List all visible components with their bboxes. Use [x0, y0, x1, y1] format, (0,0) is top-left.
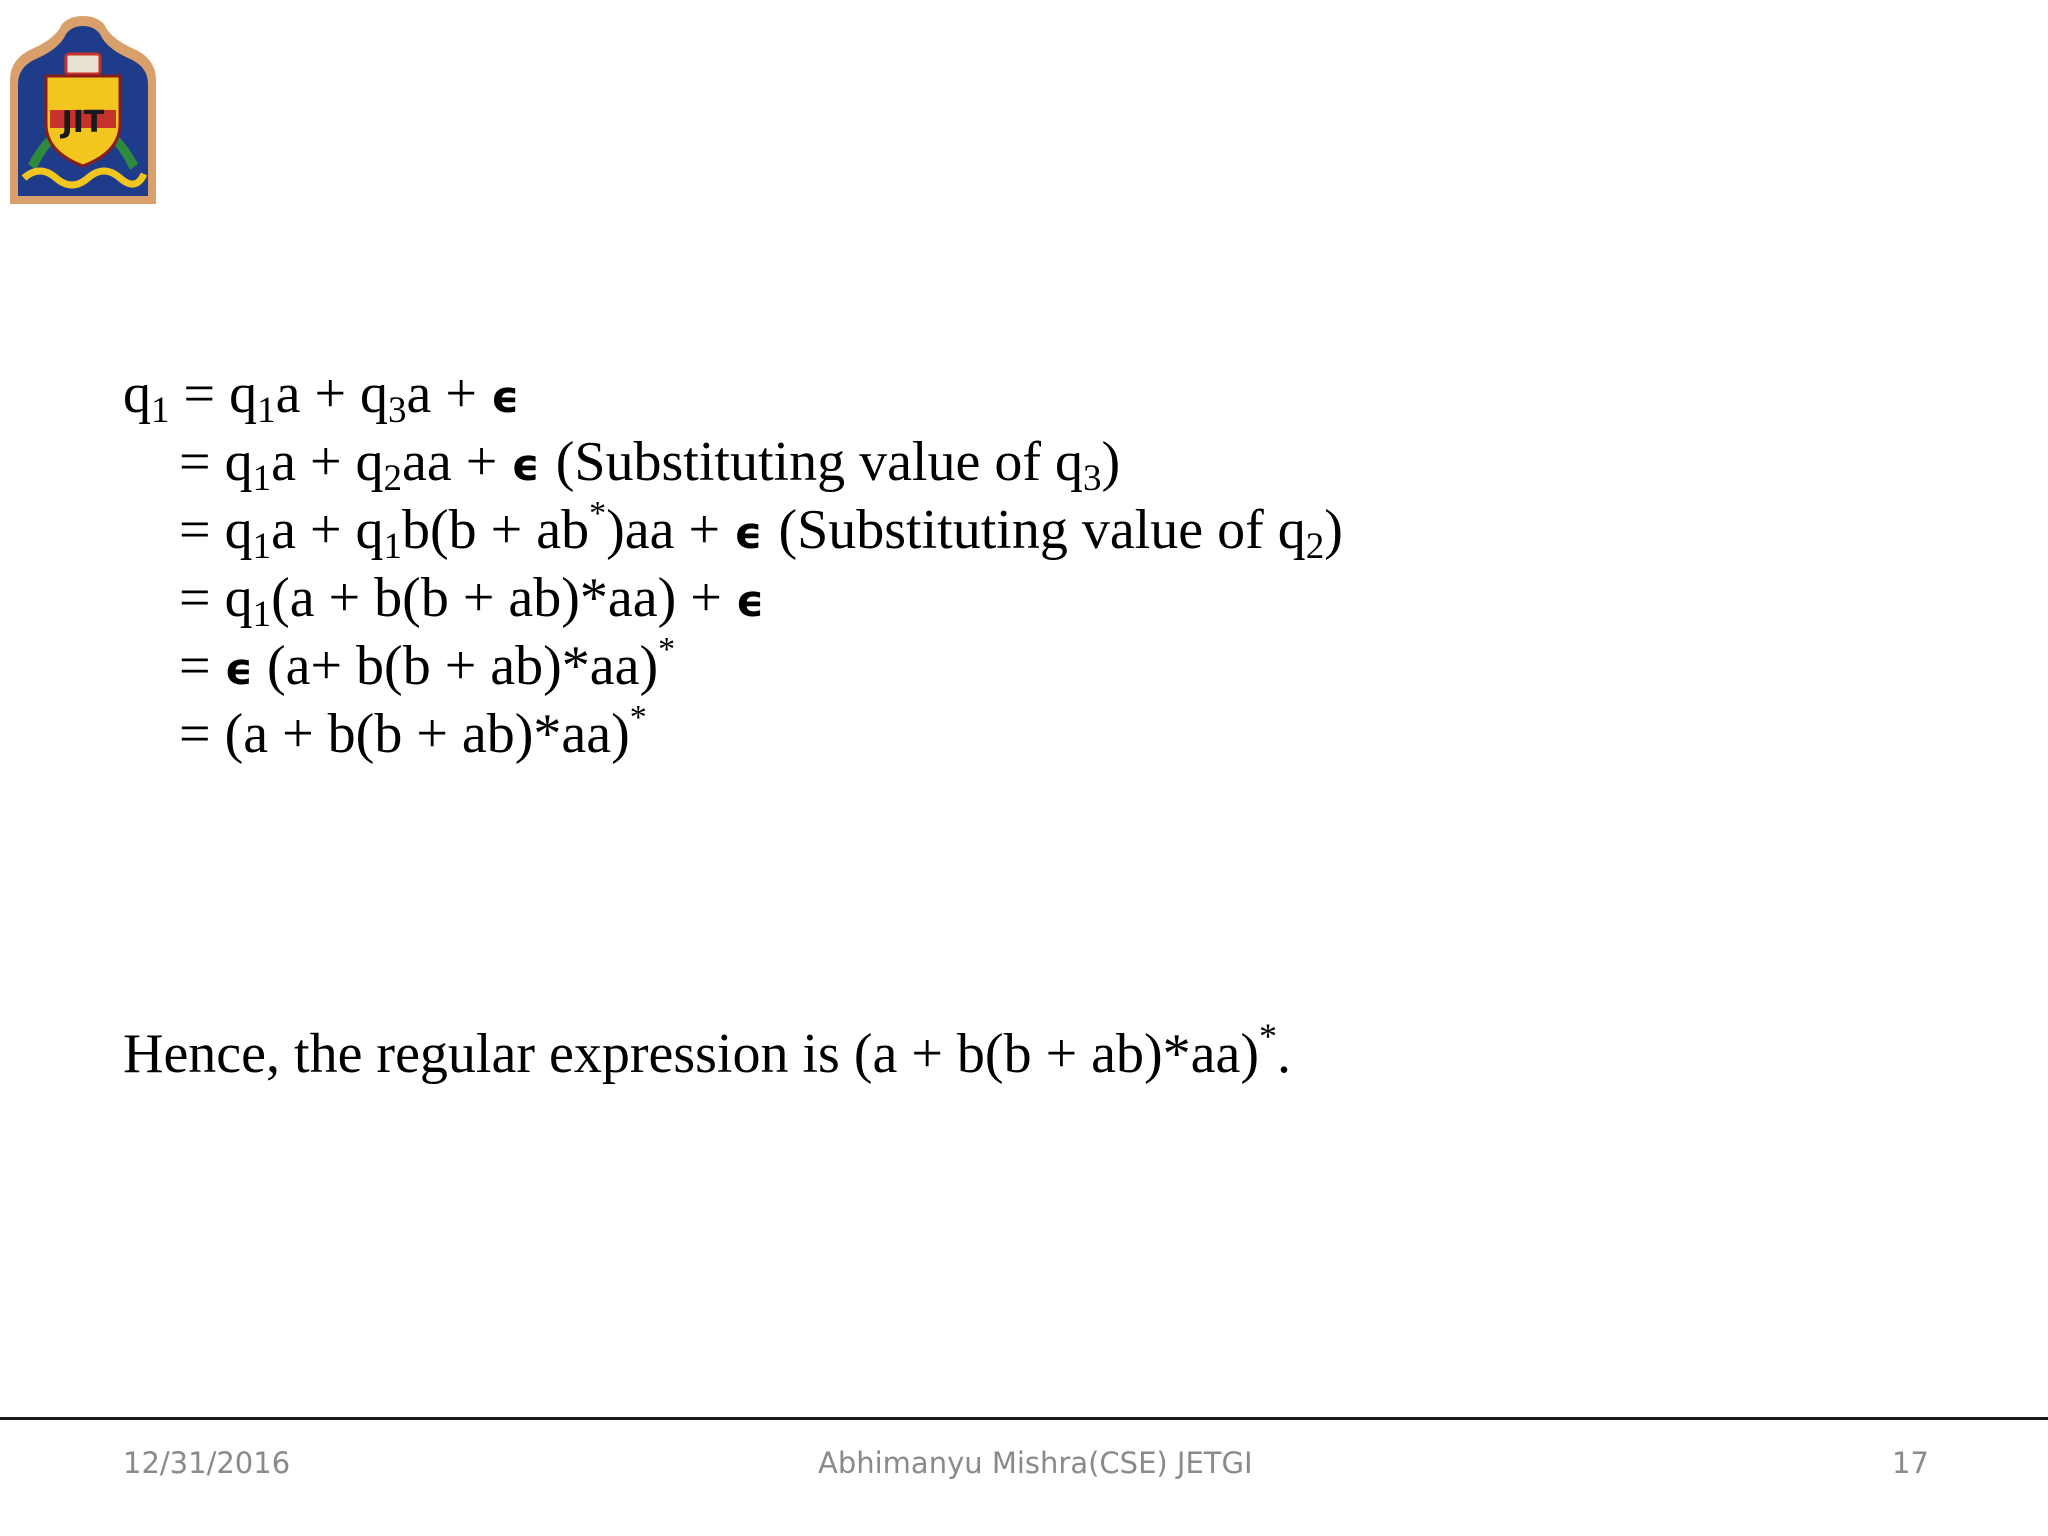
institute-crest-icon: [4, 14, 162, 208]
footer-date: 12/31/2016: [123, 1446, 291, 1480]
equation-line-3: = $q_1a + q_1b(b + ab^*)aa + \epsilon$ (Substituting value of $q_2$): [179, 495, 1343, 567]
crest-text: JIT: [61, 105, 105, 140]
crest-book: [66, 54, 100, 74]
equation-line-4: = $q_1(a + b(b + ab)*aa) + \epsilon$: [179, 567, 765, 635]
conclusion-text: Hence, the regular expression is (a + b(b + ab)*aa)*.: [123, 1016, 1292, 1085]
page-number: 17: [1892, 1446, 1929, 1480]
equation-line-2: = $q_1a + q_2aa + \epsilon$ (Substituting value of $q_3$): [179, 431, 1121, 499]
derivation: [123, 360, 1343, 768]
equation-line-6: = (a + b(b + ab)*aa)*: [179, 699, 647, 765]
substitution-note: (Substituting value of q: [778, 499, 1306, 561]
equation-line-5: = ϵ (a+ b(b + ab)*aa)*: [179, 631, 676, 697]
footer-author: Abhimanyu Mishra(CSE) JETGI: [818, 1446, 1253, 1480]
footer-divider: [0, 1417, 2048, 1420]
substitution-note: (Substituting value of q: [555, 431, 1083, 493]
equation-line-1: $q_1 = q_1a + q_3a + \epsilon$: [123, 363, 520, 431]
